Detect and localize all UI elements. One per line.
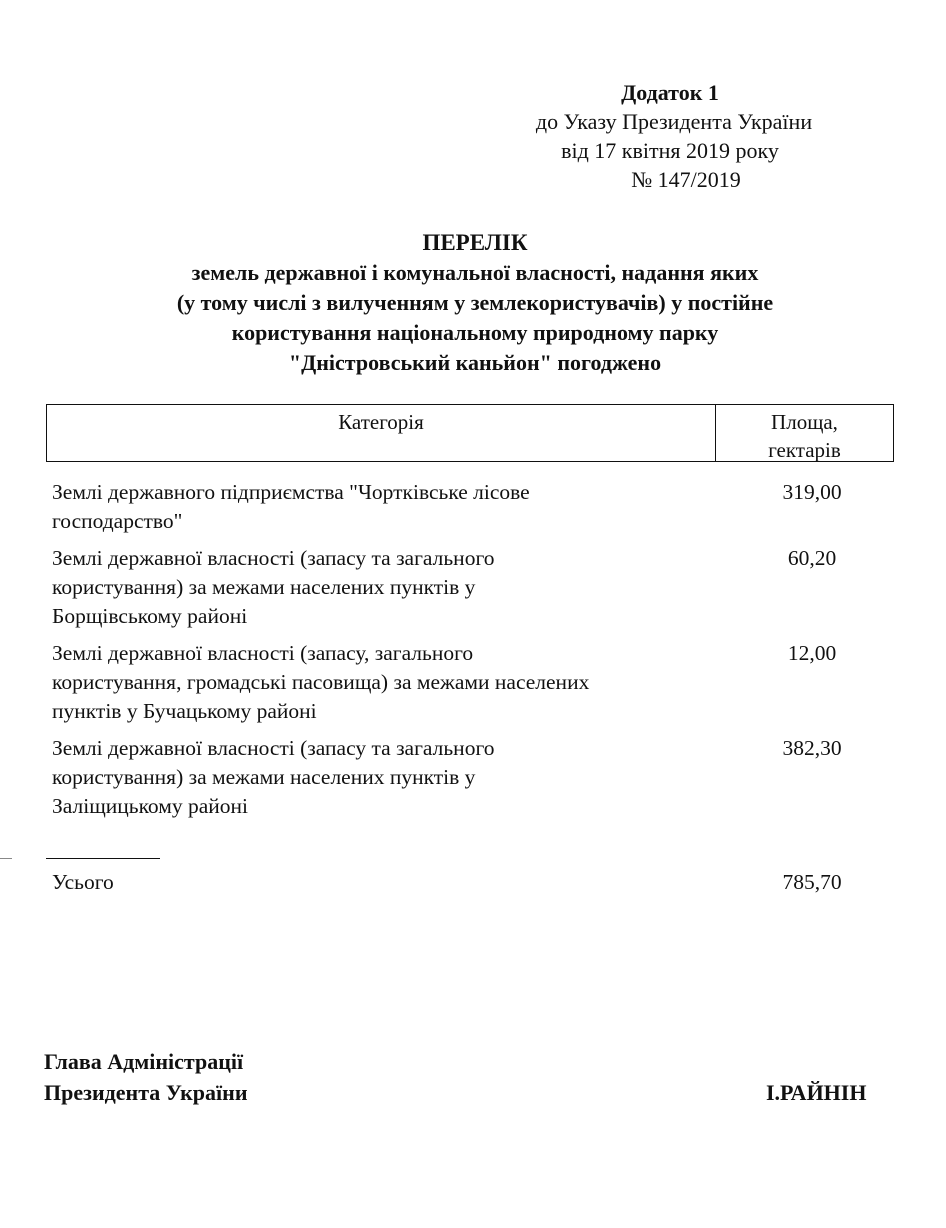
row-category-line: користування) за межами населених пунктів у (52, 765, 476, 789)
signatory-name: І.РАЙНІН (766, 1080, 867, 1105)
total-label: Усього (52, 870, 114, 894)
row-category-line: Землі державної власності (запасу та загального (52, 546, 495, 570)
annex-decree-line: до Указу Президента України (535, 109, 813, 134)
row-category-line: Землі державної власності (запасу, загального (52, 641, 474, 665)
header-area-line-1: Площа, (771, 410, 838, 434)
table-row (52, 639, 882, 726)
heading-line-4: "Дністровський каньйон" погоджено (288, 350, 662, 375)
row-area: 60,20 (787, 546, 837, 570)
row-category-line: господарство" (52, 509, 183, 533)
header-area (716, 405, 893, 461)
document-title: ПЕРЕЛІК (422, 230, 528, 255)
row-area: 382,30 (782, 736, 842, 760)
row-category-line: Землі державної власності (запасу та загального (52, 736, 495, 760)
row-category-line: користування, громадські пасовища) за межами населених (52, 670, 590, 694)
row-area: 319,00 (782, 480, 842, 504)
table-header (46, 404, 894, 462)
total-divider (46, 858, 160, 859)
row-category (52, 478, 702, 536)
signatory-position-line-1: Глава Адміністрації (44, 1049, 244, 1074)
row-category-line: пунктів у Бучацькому районі (52, 699, 317, 723)
row-category (52, 639, 702, 726)
total-area: 785,70 (782, 870, 842, 894)
heading-line-2: (у тому числі з вилученням у землекористувачів) у постійне (176, 290, 774, 315)
row-category-line: Землі державного підприємства "Чортківське лісове (52, 480, 530, 504)
row-category-line: Заліщицькому районі (52, 794, 249, 818)
signatory-position (44, 1046, 248, 1108)
annex-date-line: від 17 квітня 2019 року (561, 138, 779, 163)
row-category-line: Борщівському районі (52, 604, 248, 628)
row-area: 12,00 (787, 641, 837, 665)
annex-header (470, 78, 870, 194)
table-row (52, 544, 882, 631)
heading-line-3: користування національному природному парку (231, 320, 719, 345)
row-category (52, 544, 702, 631)
total-row (52, 868, 882, 897)
table-row (52, 478, 882, 536)
header-area-line-2: гектарів (768, 438, 841, 462)
table-row (52, 734, 882, 821)
table-body (52, 478, 882, 829)
header-category: Категорія (47, 405, 716, 461)
row-category (52, 734, 702, 821)
margin-mark (0, 858, 12, 859)
annex-number-line: № 147/2019 (631, 167, 741, 192)
heading-line-1: земель державної і комунальної власності, надання яких (191, 260, 759, 285)
document-heading (60, 228, 890, 378)
row-category-line: користування) за межами населених пунктів у (52, 575, 476, 599)
signatory-position-line-2: Президента України (44, 1080, 248, 1105)
annex-title: Додаток 1 (621, 80, 719, 105)
